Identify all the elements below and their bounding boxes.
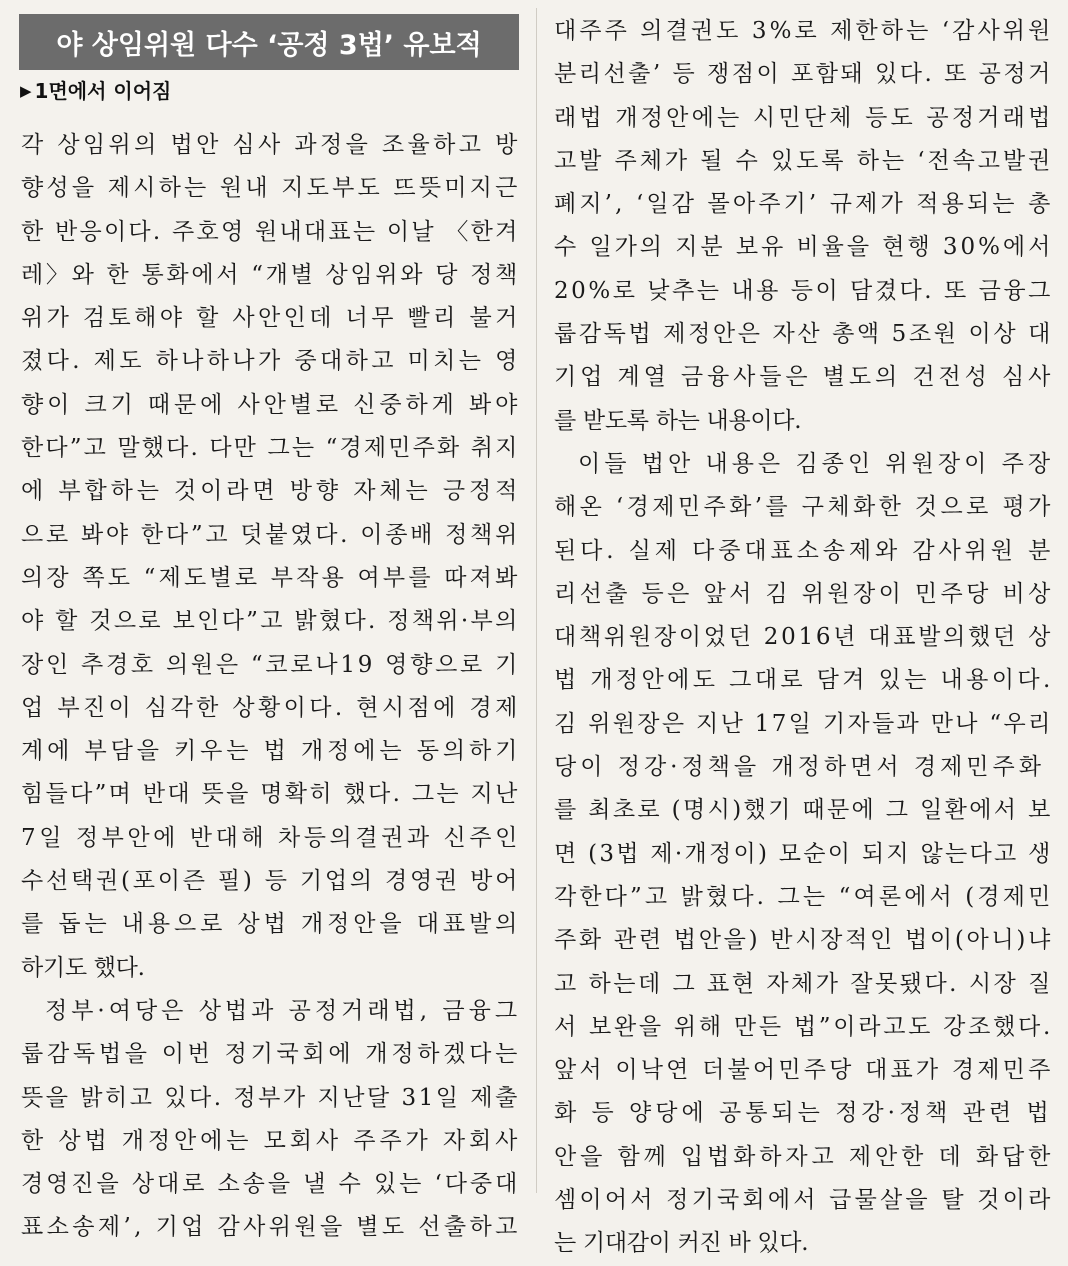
headline-banner <box>19 14 519 70</box>
text-line: 힘들다”며 반대 뜻을 명확히 했다. 그는 지난 <box>21 781 520 808</box>
text-line: 고발 주체가 될 수 있도록 하는 ‘전속고발권 <box>554 147 1054 174</box>
text-line: 법 개정안에도 그대로 담겨 있는 내용이다. <box>554 667 1054 694</box>
text-line: 야 할 것으로 보인다”고 밝혔다. 정책위·부의 <box>21 608 520 635</box>
text-line: 의장 쪽도 “제도별로 부작용 여부를 따져봐 <box>21 564 521 591</box>
text-line: 안을 함께 입법화하자고 제안한 데 화답한 <box>554 1143 1055 1170</box>
text-line: 당이 정강·정책을 개정하면서 경제민주화 <box>554 754 1045 781</box>
text-line: 장인 추경호 의원은 “코로나19 영향으로 기 <box>21 651 521 678</box>
text-line: 분리선출’ 등 쟁점이 포함돼 있다. 또 공정거 <box>554 61 1053 88</box>
article-column-left <box>21 124 522 1250</box>
text-line: 20%로 낮추는 내용 등이 담겼다. 또 금융그 <box>554 277 1053 304</box>
text-line: 를 받도록 하는 내용이다. <box>554 407 802 434</box>
text-line: 향성을 제시하는 원내 지도부도 뜨뜻미지근 <box>21 175 521 202</box>
text-line: 주화 관련 법안을) 반시장적인 법이(아니)냐 <box>554 927 1054 954</box>
text-line: 화 등 양당에 공통되는 정강·정책 관련 법 <box>554 1100 1053 1127</box>
text-line: 기업 계열 금융사들은 별도의 건전성 심사 <box>554 364 1055 391</box>
text-line: 표소송제’, 기업 감사위원을 별도 선출하고 <box>21 1214 521 1241</box>
text-line: 앞서 이낙연 더불어민주당 대표가 경제민주 <box>554 1057 1054 1084</box>
text-line: 각한다”고 밝혔다. 그는 “여론에서 (경제민 <box>554 883 1054 910</box>
text-line: 한다”고 말했다. 다만 그는 “경제민주화 취지 <box>21 435 520 462</box>
text-line: 경영진을 상대로 소송을 낼 수 있는 ‘다중대 <box>21 1171 521 1198</box>
text-line: 대책위원장이었던 2016년 대표발의했던 상 <box>554 624 1054 651</box>
text-line: 7일 정부안에 반대해 차등의결권과 신주인 <box>21 824 521 851</box>
headline: 야 상임위원 다수 ‘공정 3법’ 유보적 <box>56 29 482 61</box>
text-line: 이들 법안 내용은 김종인 위원장이 주장 <box>578 450 1055 477</box>
text-line: 뜻을 밝히고 있다. 정부가 지난달 31일 제출 <box>21 1084 520 1111</box>
text-line: 업 부진이 심각한 상황이다. 현시점에 경제 <box>21 694 521 721</box>
continued-label: 1면에서 이어짐 <box>34 79 172 103</box>
text-line: 한 상법 개정안에는 모회사 주주가 자회사 <box>21 1127 522 1154</box>
text-line: 폐지’, ‘일감 몰아주기’ 규제가 적용되는 총 <box>554 191 1054 218</box>
text-line: 래법 개정안에는 시민단체 등도 공정거래법 <box>554 104 1054 131</box>
text-line: 수선택권(포이즌 필) 등 기업의 경영권 방어 <box>21 868 521 895</box>
text-line: 에 부합하는 것이라면 방향 자체는 긍정적 <box>21 478 522 505</box>
text-line: 김 위원장은 지난 17일 기자들과 만나 “우리 <box>554 710 1053 737</box>
text-line: 계에 부담을 키우는 법 개정에는 동의하기 <box>21 738 522 765</box>
text-line: 졌다. 제도 하나하나가 중대하고 미치는 영 <box>21 348 521 375</box>
text-line: 셈이어서 정기국회에서 급물살을 탈 것이라 <box>554 1187 1054 1214</box>
text-line: 룹감독법을 이번 정기국회에 개정하겠다는 <box>21 1041 522 1068</box>
text-line: 는 기대감이 커진 바 있다. <box>554 1230 809 1257</box>
text-line: 룹감독법 제정안은 자산 총액 5조원 이상 대 <box>554 321 1053 348</box>
text-line: 향이 크기 때문에 사안별로 신중하게 봐야 <box>21 391 522 418</box>
text-line: 면 (3법 제·개정이) 모순이 되지 않는다고 생 <box>554 840 1053 867</box>
text-line: 해온 ‘경제민주화’를 구체화한 것으로 평가 <box>554 494 1054 521</box>
text-line: 고 하는데 그 표현 자체가 잘못됐다. 시장 질 <box>554 970 1053 997</box>
continued-from-page-one <box>20 76 171 106</box>
text-line: 리선출 등은 앞서 김 위원장이 민주당 비상 <box>554 580 1054 607</box>
text-line: 각 상임위의 법안 심사 과정을 조율하고 방 <box>21 132 521 158</box>
column-divider <box>536 8 537 1193</box>
text-line: 를 최초로 (명시)했기 때문에 그 일환에서 보 <box>554 797 1053 824</box>
text-line: 으로 봐야 한다”고 덧붙였다. 이종배 정책위 <box>21 521 521 548</box>
text-line: 하기도 했다. <box>21 954 145 981</box>
text-line: 레〉와 한 통화에서 “개별 상임위와 당 정책 <box>21 261 520 288</box>
text-line: 서 보완을 위해 만든 법”이라고도 강조했다. <box>554 1013 1054 1040</box>
text-line: 수 일가의 지분 보유 비율을 현행 30%에서 <box>554 234 1054 261</box>
text-line: 대주주 의결권도 3%로 제한하는 ‘감사위원 <box>554 18 1054 44</box>
text-line: 된다. 실제 다중대표소송제와 감사위원 분 <box>554 537 1055 564</box>
article-column-right <box>554 10 1055 1266</box>
triangle-arrow-icon: ▶ <box>20 82 32 100</box>
text-line: 정부·여당은 상법과 공정거래법, 금융그 <box>45 997 522 1024</box>
text-line: 위가 검토해야 할 사안인데 너무 빨리 불거 <box>21 305 521 332</box>
text-line: 를 돕는 내용으로 상법 개정안을 대표발의 <box>21 911 522 938</box>
text-line: 한 반응이다. 주호영 원내대표는 이날 〈한겨 <box>21 218 520 245</box>
